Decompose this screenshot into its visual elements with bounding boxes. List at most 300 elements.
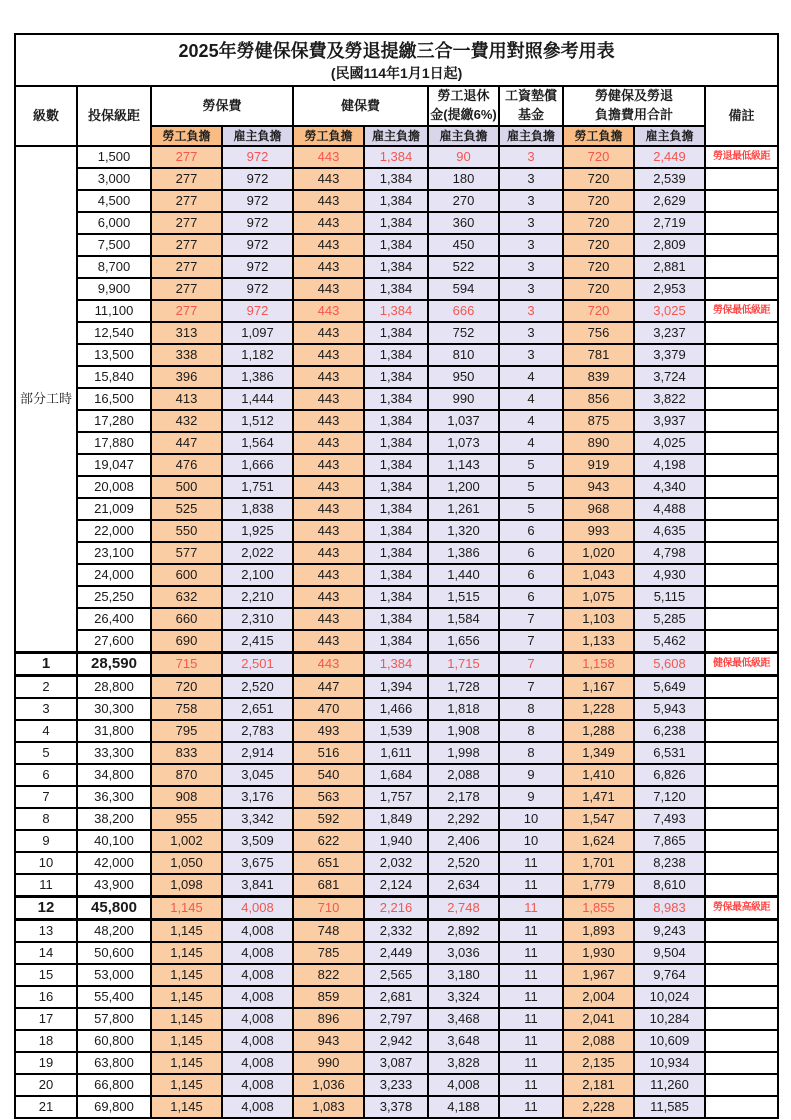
cell-total-employer: 3,237 [634,322,705,344]
cell-remark [705,542,778,564]
cell-salary-bracket: 66,800 [77,1074,151,1096]
cell-remark [705,808,778,830]
cell-health-employee: 592 [293,808,364,830]
cell-health-employee: 443 [293,256,364,278]
cell-labor-employee: 955 [151,808,222,830]
cell-remark [705,942,778,964]
cell-remark [705,586,778,608]
cell-total-employer: 3,025 [634,300,705,322]
table-row [15,410,778,432]
table-row [15,653,778,676]
cell-salary-bracket: 48,200 [77,920,151,943]
cell-labor-employer: 2,651 [222,698,293,720]
cell-pension-employer: 666 [428,300,499,322]
cell-total-employee: 1,624 [563,830,634,852]
cell-pension-employer: 1,584 [428,608,499,630]
cell-pension-employer: 4,008 [428,1074,499,1096]
cell-salary-bracket: 43,900 [77,874,151,897]
table-row [15,1096,778,1118]
cell-remark [705,278,778,300]
cell-level: 19 [15,1052,77,1074]
cell-total-employer: 2,809 [634,234,705,256]
cell-salary-bracket: 23,100 [77,542,151,564]
cell-health-employer: 3,378 [364,1096,428,1118]
cell-remark [705,256,778,278]
cell-total-employer: 4,635 [634,520,705,542]
cell-health-employee: 710 [293,897,364,920]
cell-remark [705,432,778,454]
cell-health-employee: 443 [293,190,364,212]
cell-remark [705,830,778,852]
cell-wage-fund-employer: 6 [499,586,563,608]
cell-health-employee: 443 [293,432,364,454]
cell-health-employee: 443 [293,520,364,542]
cell-labor-employee: 550 [151,520,222,542]
cell-labor-employer: 972 [222,168,293,190]
cell-total-employer: 11,585 [634,1096,705,1118]
cell-labor-employee: 277 [151,234,222,256]
cell-labor-employer: 1,182 [222,344,293,366]
cell-level: 5 [15,742,77,764]
cell-total-employee: 1,075 [563,586,634,608]
cell-total-employer: 6,531 [634,742,705,764]
cell-health-employee: 443 [293,212,364,234]
cell-total-employer: 10,934 [634,1052,705,1074]
cell-total-employee: 2,041 [563,1008,634,1030]
cell-labor-employee: 833 [151,742,222,764]
cell-salary-bracket: 22,000 [77,520,151,542]
cell-health-employee: 681 [293,874,364,897]
cell-salary-bracket: 31,800 [77,720,151,742]
cell-wage-fund-employer: 3 [499,322,563,344]
table-row [15,278,778,300]
cell-labor-employee: 432 [151,410,222,432]
cell-remark [705,366,778,388]
cell-labor-employee: 1,145 [151,897,222,920]
cell-health-employee: 943 [293,1030,364,1052]
cell-remark [705,1074,778,1096]
cell-labor-employee: 277 [151,256,222,278]
cell-salary-bracket: 40,100 [77,830,151,852]
cell-total-employer: 5,115 [634,586,705,608]
cell-remark [705,168,778,190]
cell-labor-employee: 525 [151,498,222,520]
cell-salary-bracket: 26,400 [77,608,151,630]
cell-wage-fund-employer: 11 [499,1096,563,1118]
cell-health-employee: 443 [293,300,364,322]
subheader-pension-employer: 雇主負擔 [428,126,499,146]
cell-health-employee: 470 [293,698,364,720]
cell-labor-employee: 908 [151,786,222,808]
col-header-health-insurance: 健保費 [293,86,428,126]
cell-health-employer: 3,087 [364,1052,428,1074]
cell-salary-bracket: 60,800 [77,1030,151,1052]
table-row [15,476,778,498]
cell-labor-employee: 870 [151,764,222,786]
cell-total-employer: 6,238 [634,720,705,742]
cell-health-employee: 443 [293,653,364,676]
cell-remark [705,874,778,897]
cell-remark [705,1030,778,1052]
table-row [15,586,778,608]
cell-labor-employer: 3,675 [222,852,293,874]
cell-labor-employee: 396 [151,366,222,388]
cell-salary-bracket: 45,800 [77,897,151,920]
cell-health-employee: 443 [293,564,364,586]
cell-health-employee: 443 [293,410,364,432]
col-header-labor-insurance: 勞保費 [151,86,293,126]
cell-wage-fund-employer: 7 [499,676,563,699]
col-header-total: 勞健保及勞退 負擔費用合計 [563,86,705,126]
cell-salary-bracket: 33,300 [77,742,151,764]
cell-total-employee: 1,779 [563,874,634,897]
cell-labor-employee: 600 [151,564,222,586]
cell-health-employee: 443 [293,476,364,498]
table-row [15,454,778,476]
col-header-pension: 勞工退休 金(提繳6%) [428,86,499,126]
cell-salary-bracket: 36,300 [77,786,151,808]
cell-total-employee: 875 [563,410,634,432]
cell-level: 9 [15,830,77,852]
cell-pension-employer: 594 [428,278,499,300]
cell-health-employee: 563 [293,786,364,808]
cell-wage-fund-employer: 7 [499,608,563,630]
cell-labor-employer: 2,783 [222,720,293,742]
cell-total-employee: 943 [563,476,634,498]
cell-health-employer: 1,384 [364,322,428,344]
cell-health-employer: 1,384 [364,653,428,676]
table-row [15,676,778,699]
table-row [15,786,778,808]
cell-total-employer: 8,610 [634,874,705,897]
cell-wage-fund-employer: 3 [499,168,563,190]
cell-total-employer: 7,865 [634,830,705,852]
cell-wage-fund-employer: 11 [499,1074,563,1096]
cell-total-employer: 9,243 [634,920,705,943]
cell-wage-fund-employer: 11 [499,920,563,943]
subheader-labor-employer: 雇主負擔 [222,126,293,146]
cell-health-employer: 1,384 [364,168,428,190]
table-row [15,1008,778,1030]
cell-total-employer: 3,724 [634,366,705,388]
cell-salary-bracket: 4,500 [77,190,151,212]
cell-health-employer: 1,466 [364,698,428,720]
cell-health-employer: 2,565 [364,964,428,986]
table-row [15,1030,778,1052]
cell-pension-employer: 1,073 [428,432,499,454]
cell-labor-employee: 1,145 [151,964,222,986]
cell-total-employer: 9,764 [634,964,705,986]
cell-remark: 健保最低級距 [705,653,778,676]
cell-total-employer: 5,649 [634,676,705,699]
cell-total-employer: 4,198 [634,454,705,476]
cell-health-employer: 1,384 [364,564,428,586]
cell-health-employer: 2,332 [364,920,428,943]
cell-pension-employer: 180 [428,168,499,190]
cell-salary-bracket: 63,800 [77,1052,151,1074]
cell-salary-bracket: 17,880 [77,432,151,454]
cell-health-employee: 785 [293,942,364,964]
cell-labor-employee: 277 [151,146,222,168]
cell-salary-bracket: 16,500 [77,388,151,410]
cell-health-employee: 443 [293,608,364,630]
cell-labor-employer: 2,520 [222,676,293,699]
table-row [15,630,778,653]
cell-total-employer: 10,024 [634,986,705,1008]
cell-remark: 勞保最低級距 [705,300,778,322]
cell-total-employer: 8,983 [634,897,705,920]
cell-total-employer: 4,930 [634,564,705,586]
cell-total-employer: 4,340 [634,476,705,498]
cell-total-employer: 3,937 [634,410,705,432]
cell-health-employer: 2,032 [364,852,428,874]
cell-labor-employer: 972 [222,234,293,256]
cell-labor-employer: 1,097 [222,322,293,344]
cell-labor-employer: 3,176 [222,786,293,808]
cell-health-employer: 1,384 [364,608,428,630]
cell-salary-bracket: 53,000 [77,964,151,986]
cell-health-employer: 1,384 [364,410,428,432]
cell-health-employer: 1,384 [364,542,428,564]
table-row [15,852,778,874]
cell-pension-employer: 3,468 [428,1008,499,1030]
table-row [15,874,778,897]
cell-total-employer: 4,488 [634,498,705,520]
cell-level: 3 [15,698,77,720]
subheader-total-employee: 勞工負擔 [563,126,634,146]
cell-salary-bracket: 3,000 [77,168,151,190]
cell-remark [705,344,778,366]
cell-total-employee: 2,088 [563,1030,634,1052]
cell-health-employer: 2,449 [364,942,428,964]
cell-level: 2 [15,676,77,699]
cell-labor-employer: 972 [222,300,293,322]
cell-pension-employer: 1,440 [428,564,499,586]
table-row [15,300,778,322]
cell-labor-employee: 715 [151,653,222,676]
cell-total-employee: 1,043 [563,564,634,586]
cell-remark [705,676,778,699]
cell-labor-employee: 632 [151,586,222,608]
cell-salary-bracket: 30,300 [77,698,151,720]
cell-labor-employer: 4,008 [222,964,293,986]
cell-health-employee: 443 [293,322,364,344]
cell-labor-employer: 3,045 [222,764,293,786]
cell-total-employee: 1,133 [563,630,634,653]
cell-labor-employer: 2,100 [222,564,293,586]
cell-labor-employee: 413 [151,388,222,410]
cell-remark [705,498,778,520]
cell-wage-fund-employer: 11 [499,852,563,874]
cell-pension-employer: 1,386 [428,542,499,564]
cell-salary-bracket: 1,500 [77,146,151,168]
cell-health-employer: 1,384 [364,146,428,168]
cell-labor-employee: 277 [151,190,222,212]
cell-labor-employer: 972 [222,146,293,168]
cell-total-employee: 2,135 [563,1052,634,1074]
cell-remark [705,476,778,498]
cell-total-employee: 1,167 [563,676,634,699]
cell-total-employee: 1,967 [563,964,634,986]
cell-health-employee: 443 [293,366,364,388]
cell-health-employee: 651 [293,852,364,874]
cell-labor-employer: 972 [222,256,293,278]
cell-pension-employer: 2,406 [428,830,499,852]
cell-wage-fund-employer: 11 [499,942,563,964]
cell-pension-employer: 1,261 [428,498,499,520]
cell-pension-employer: 360 [428,212,499,234]
cell-labor-employee: 500 [151,476,222,498]
cell-total-employee: 1,855 [563,897,634,920]
cell-total-employee: 781 [563,344,634,366]
cell-labor-employer: 4,008 [222,1052,293,1074]
cell-labor-employer: 1,444 [222,388,293,410]
cell-level: 10 [15,852,77,874]
cell-wage-fund-employer: 3 [499,256,563,278]
cell-pension-employer: 90 [428,146,499,168]
cell-pension-employer: 522 [428,256,499,278]
cell-total-employee: 756 [563,322,634,344]
cell-health-employer: 1,384 [364,212,428,234]
cell-labor-employee: 690 [151,630,222,653]
cell-health-employer: 1,384 [364,476,428,498]
cell-health-employee: 493 [293,720,364,742]
cell-total-employer: 5,462 [634,630,705,653]
cell-wage-fund-employer: 11 [499,964,563,986]
cell-remark [705,764,778,786]
col-header-level: 級數 [15,86,77,146]
cell-wage-fund-employer: 11 [499,1008,563,1030]
cell-wage-fund-employer: 8 [499,720,563,742]
cell-total-employer: 5,608 [634,653,705,676]
cell-labor-employee: 476 [151,454,222,476]
cell-labor-employer: 3,841 [222,874,293,897]
table-row [15,1052,778,1074]
cell-health-employer: 1,384 [364,586,428,608]
cell-wage-fund-employer: 5 [499,476,563,498]
cell-salary-bracket: 20,008 [77,476,151,498]
cell-health-employer: 1,384 [364,498,428,520]
cell-total-employee: 1,228 [563,698,634,720]
cell-labor-employer: 2,210 [222,586,293,608]
cell-health-employer: 1,757 [364,786,428,808]
cell-labor-employer: 1,751 [222,476,293,498]
cell-total-employee: 2,181 [563,1074,634,1096]
cell-pension-employer: 2,292 [428,808,499,830]
cell-health-employer: 1,384 [364,520,428,542]
table-row [15,1074,778,1096]
cell-labor-employee: 758 [151,698,222,720]
cell-pension-employer: 3,036 [428,942,499,964]
cell-total-employer: 5,943 [634,698,705,720]
cell-health-employer: 3,233 [364,1074,428,1096]
cell-health-employee: 540 [293,764,364,786]
cell-pension-employer: 1,037 [428,410,499,432]
cell-pension-employer: 2,520 [428,852,499,874]
cell-total-employer: 2,629 [634,190,705,212]
cell-pension-employer: 3,324 [428,986,499,1008]
cell-health-employer: 1,384 [364,630,428,653]
cell-health-employer: 1,849 [364,808,428,830]
cell-remark [705,564,778,586]
cell-level: 14 [15,942,77,964]
cell-total-employer: 6,826 [634,764,705,786]
cell-total-employee: 720 [563,278,634,300]
cell-remark [705,454,778,476]
cell-salary-bracket: 24,000 [77,564,151,586]
table-row [15,742,778,764]
cell-pension-employer: 1,998 [428,742,499,764]
cell-total-employee: 1,893 [563,920,634,943]
cell-pension-employer: 1,656 [428,630,499,653]
cell-total-employee: 919 [563,454,634,476]
cell-total-employer: 3,822 [634,388,705,410]
cell-wage-fund-employer: 4 [499,366,563,388]
table-row [15,146,778,168]
table-row [15,764,778,786]
cell-wage-fund-employer: 3 [499,212,563,234]
cell-labor-employer: 2,501 [222,653,293,676]
cell-total-employer: 10,609 [634,1030,705,1052]
cell-salary-bracket: 6,000 [77,212,151,234]
cell-health-employee: 443 [293,168,364,190]
cell-total-employee: 890 [563,432,634,454]
table-row [15,520,778,542]
cell-labor-employee: 277 [151,278,222,300]
cell-labor-employer: 1,386 [222,366,293,388]
table-row [15,698,778,720]
cell-salary-bracket: 50,600 [77,942,151,964]
cell-labor-employer: 3,509 [222,830,293,852]
cell-labor-employee: 1,145 [151,1008,222,1030]
table-row [15,542,778,564]
cell-pension-employer: 2,748 [428,897,499,920]
cell-health-employee: 443 [293,454,364,476]
cell-level: 11 [15,874,77,897]
cell-labor-employee: 720 [151,676,222,699]
table-row [15,720,778,742]
cell-salary-bracket: 12,540 [77,322,151,344]
cell-level: 1 [15,653,77,676]
cell-health-employer: 2,942 [364,1030,428,1052]
cell-pension-employer: 1,320 [428,520,499,542]
cell-pension-employer: 990 [428,388,499,410]
cell-salary-bracket: 11,100 [77,300,151,322]
col-header-salary-bracket: 投保級距 [77,86,151,146]
cell-salary-bracket: 21,009 [77,498,151,520]
cell-total-employer: 9,504 [634,942,705,964]
cell-remark: 勞退最低級距 [705,146,778,168]
cell-labor-employer: 4,008 [222,1096,293,1118]
cell-labor-employee: 1,145 [151,942,222,964]
cell-total-employer: 2,953 [634,278,705,300]
cell-health-employee: 822 [293,964,364,986]
table-row [15,168,778,190]
cell-level: 18 [15,1030,77,1052]
cell-health-employee: 748 [293,920,364,943]
cell-labor-employer: 1,512 [222,410,293,432]
cell-remark [705,322,778,344]
cell-labor-employer: 1,838 [222,498,293,520]
cell-wage-fund-employer: 4 [499,432,563,454]
cell-health-employee: 443 [293,344,364,366]
cell-health-employer: 1,684 [364,764,428,786]
cell-level: 7 [15,786,77,808]
cell-labor-employer: 2,415 [222,630,293,653]
cell-level: 21 [15,1096,77,1118]
cell-total-employee: 1,930 [563,942,634,964]
cell-health-employer: 1,539 [364,720,428,742]
